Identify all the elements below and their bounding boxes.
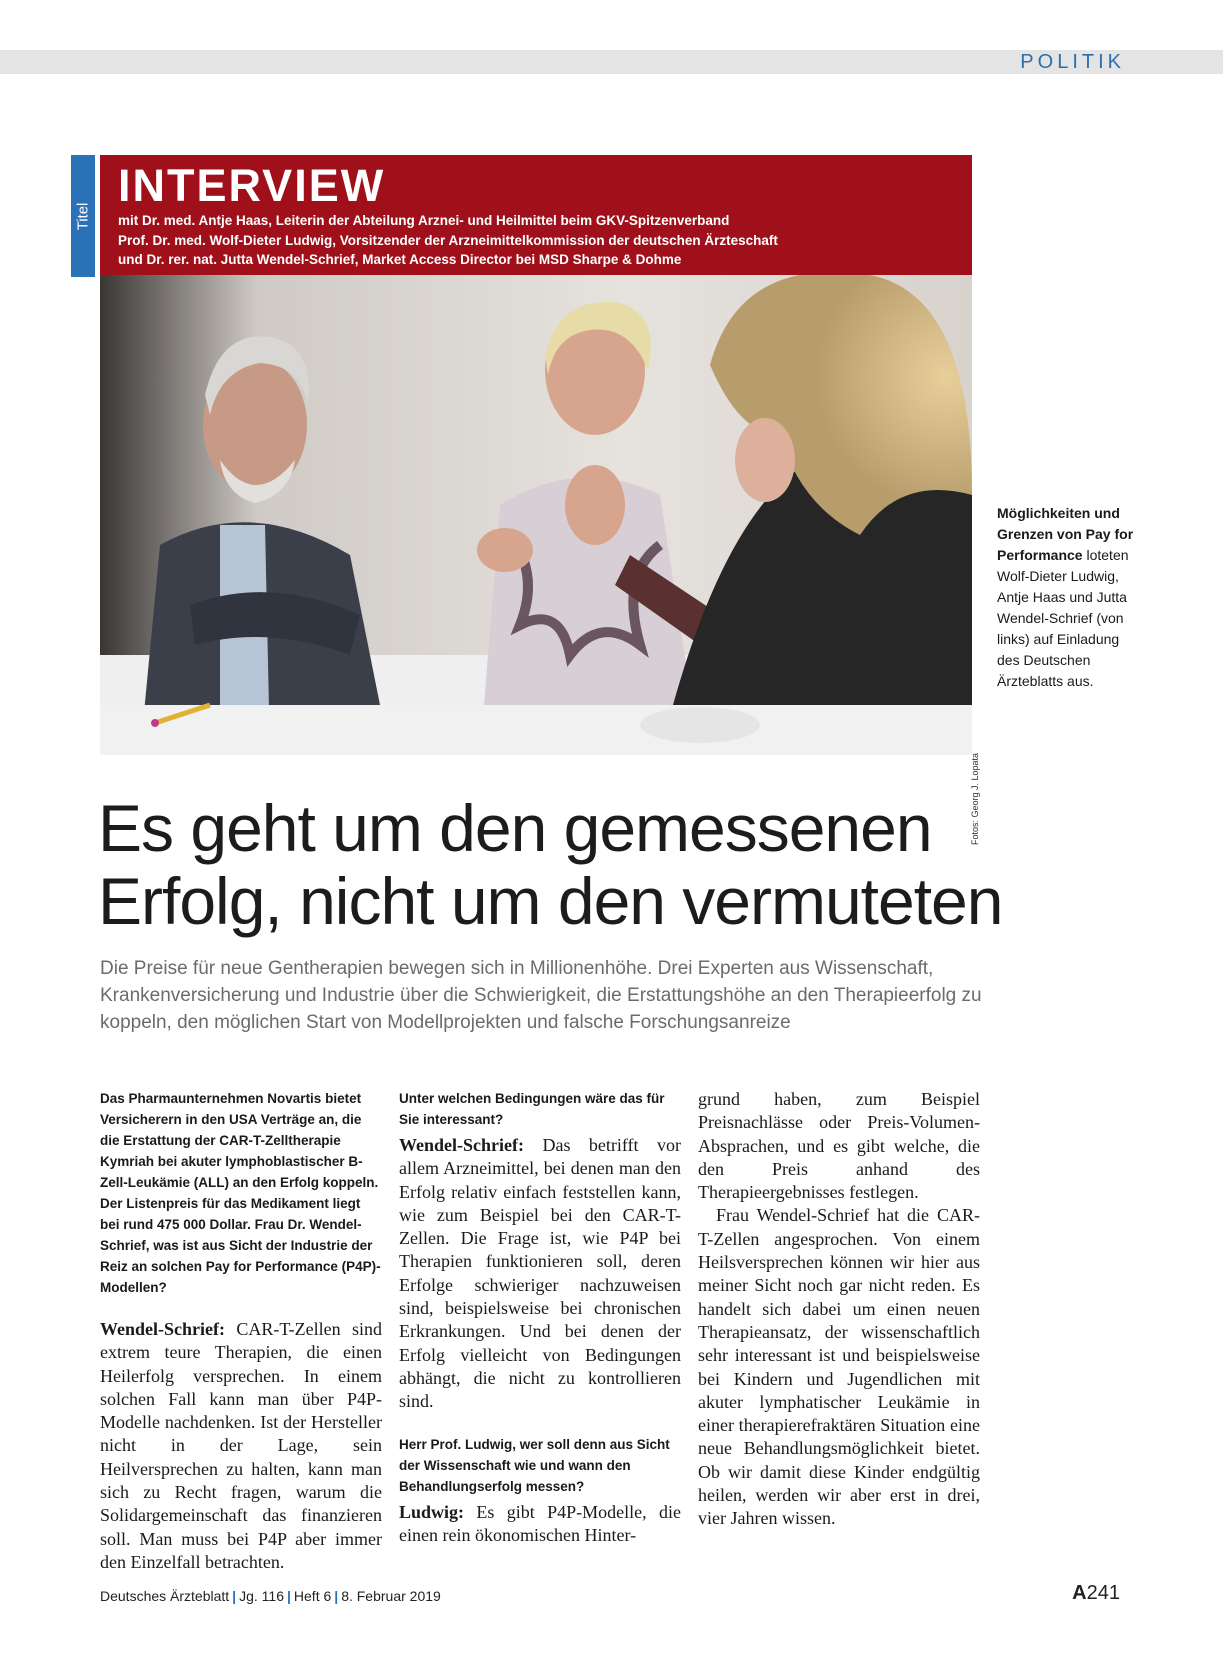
photo-credit: Fotos: Georg J. Lopata [970, 752, 980, 845]
article-headline: Es geht um den gemessenen Erfolg, nicht um den vermuteten [98, 791, 1003, 938]
speaker-name: Wendel-Schrief: [100, 1319, 225, 1339]
article-lead: Die Preise für neue Gentherapien bewegen sich in Millionenhöhe. Drei Experten aus Wissenschaft, Krankenversicherung und Industrie über die Schwierigkeit, die Erstattungshöhe an den Therapieerfolg zu koppeln, den möglichen Start von Modellprojekten und falsche Forschungsanreize [100, 958, 982, 1033]
speaker-name: Wendel-Schrief: [399, 1135, 524, 1155]
section-label: POLITIK [1020, 51, 1125, 73]
article-paragraph: grund haben, zum Beispiel Preisnachlässe oder Preis-Volumen-Absprachen, und es gibt welche, die den Preis anhand des Therapieergebnisses festlegen. [698, 1089, 980, 1203]
interview-answer: Ludwig: Es gibt P4P-Modelle, die einen rein ökonomischen Hinter- [399, 1501, 682, 1545]
interview-photo [100, 275, 972, 755]
article-paragraph: Frau Wendel-Schrief hat die CAR-T-Zellen angesprochen. Von einem Heilsversprechen können wir hier aus meiner Sicht noch gar nicht reden. Es handelt sich dabei um einen neuen Therapieansatz, der wissenschaftlich sehr interessant ist und beispielsweise bei Kindern und Jugendlichen mit akuter lymphatischer Leukämie in einer therapierefraktären Situation eine neue Behandlungsmöglichkeit bietet. Ob wir damit diese Kinder endgültig heilen, werden wir aber erst in drei, vier Jahren wissen. [698, 1205, 980, 1529]
journal-date: 8. Februar 2019 [341, 1588, 441, 1604]
banner-line: und Dr. rer. nat. Jutta Wendel-Schrief, Market Access Director bei MSD Sharpe & Dohme [118, 252, 682, 267]
journal-issue: Heft 6 [293, 1588, 332, 1604]
interview-answer: Wendel-Schrief: CAR-T-Zellen sind extrem teure Therapien, die einen Heilerfolg versprechen. In einem solchen Fall kann man über P4P-Modelle nachdenken. Ist der Hersteller nicht in der Lage, sein Heilversprechen zu halten, kann man sich zu Recht fragen, warum die Solidargemeinschaft das finanzieren soll. Man muss bei P4P aber immer den Einzelfall betrachten. [100, 1319, 382, 1572]
interview-banner [100, 155, 972, 275]
interview-question: Herr Prof. Ludwig, wer soll denn aus Sicht der Wissenschaft wie und wann den Behandlungserfolg messen? [399, 1436, 670, 1494]
interview-answer: Wendel-Schrief: Das betrifft vor allem Arzneimittel, bei denen man den Erfolg relativ einfach feststellen kann, wie zum Beispiel bei den CAR-T-Zellen. Die Frage ist, wie P4P bei Therapien funktionieren soll, deren Erfolge schwieriger nachzuweisen sind, beispielsweise bei chronischen Erkrankungen. Und bei denen der Erfolg vielleicht von Bedingungen abhängt, die nicht zu kontrollieren sind. [399, 1135, 682, 1412]
article-column-2 [399, 1088, 681, 1547]
interview-question: Das Pharmaunternehmen Novartis bietet Versicherern in den USA Verträge an, die die Erstattung der CAR-T-Zelltherapie Kymriah bei akuter lymphoblastischer B-Zell-Leukämie (ALL) an den Erfolg koppeln. Der Listenpreis für das Medikament liegt bei rund 475 000 Dollar. Frau Dr. Wendel-Schrief, was ist aus Sicht der Industrie der Reiz an solchen Pay for Performance (P4P)-Modellen? [100, 1091, 381, 1295]
banner-title: INTERVIEW [118, 160, 386, 211]
banner-line: Prof. Dr. med. Wolf-Dieter Ludwig, Vorsitzender der Arzneimittelkommission der deutschen Ärzteschaft [118, 232, 778, 248]
page-footer: Deutsches Ärzteblatt | Jg. 116 | Heft 6 | 8. Februar 2019 [100, 1588, 441, 1604]
caption-bold: Möglichkeiten und Grenzen von Pay for Performance [997, 505, 1134, 563]
journal-name: Deutsches Ärzteblatt [100, 1588, 230, 1604]
interview-question: Unter welchen Bedingungen wäre das für Sie interessant? [399, 1091, 665, 1127]
speaker-name: Ludwig: [399, 1501, 465, 1522]
article-column-3 [698, 1088, 980, 1531]
caption-text: loteten Wolf-Dieter Ludwig, Antje Haas und Jutta Wendel-Schrief (von links) auf Einladung des Deutschen Ärzteblatts aus. [997, 547, 1129, 689]
photo-caption [997, 503, 1137, 692]
banner-line: mit Dr. med. Antje Haas, Leiterin der Abteilung Arznei- und Heilmittel beim GKV-Spitzenverband [118, 213, 730, 228]
side-tab [71, 155, 95, 277]
journal-volume: Jg. 116 [239, 1588, 284, 1604]
article-column-1 [100, 1088, 382, 1574]
photo-illustration [100, 275, 972, 755]
page-number: A241 [1072, 1582, 1120, 1604]
side-tab-label: Titel [74, 202, 92, 230]
